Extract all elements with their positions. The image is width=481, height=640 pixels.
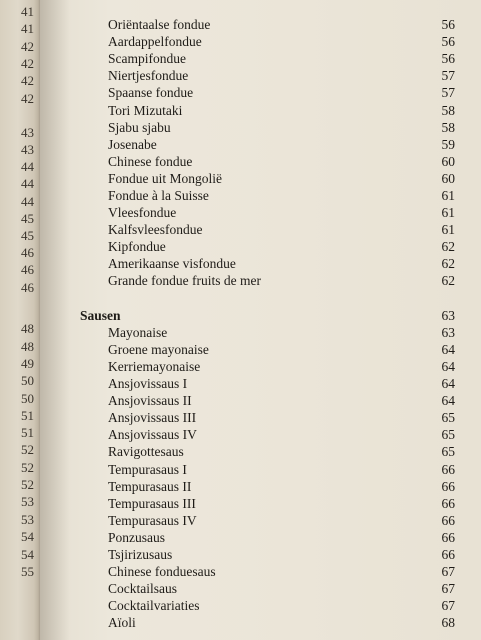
entry-page-number: 61 xyxy=(441,188,455,203)
entry-page-number: 64 xyxy=(441,359,455,374)
entry-title: Mayonaise xyxy=(108,325,168,340)
left-page-number: 43 xyxy=(21,125,34,140)
toc-entry xyxy=(0,102,481,119)
entry-page-number: 62 xyxy=(441,273,455,288)
toc-entry xyxy=(0,443,481,460)
entry-page-number: 61 xyxy=(441,222,455,237)
left-page-number: 54 xyxy=(21,547,34,562)
toc-entry xyxy=(0,324,481,341)
entry-title: Tempurasaus I xyxy=(108,462,187,477)
toc-entry xyxy=(0,221,481,238)
entry-page-number: 68 xyxy=(441,615,455,630)
entry-page-number: 65 xyxy=(441,444,455,459)
entry-title: Vleesfondue xyxy=(108,205,177,220)
entry-title: Oriëntaalse fondue xyxy=(108,17,211,32)
entry-title: Fondue uit Mongolië xyxy=(108,171,222,186)
left-page-number: 51 xyxy=(21,408,34,423)
entry-page-number: 64 xyxy=(441,342,455,357)
entry-title: Tsjirizusaus xyxy=(108,547,173,562)
left-page-number: 41 xyxy=(21,21,34,36)
toc-entry xyxy=(0,136,481,153)
entry-page-number: 64 xyxy=(441,376,455,391)
entry-page-number: 57 xyxy=(441,85,455,100)
entry-title: Ansjovissaus II xyxy=(108,393,192,408)
entry-title: Josenabe xyxy=(108,137,157,152)
toc-entry xyxy=(0,67,481,84)
entry-title: Tempurasaus IV xyxy=(108,513,197,528)
left-page-number: 43 xyxy=(21,142,34,157)
toc-entry xyxy=(0,170,481,187)
left-page-number: 42 xyxy=(21,56,34,71)
entry-page-number: 66 xyxy=(441,547,455,562)
left-page-number: 48 xyxy=(21,321,34,336)
section-page-number: 63 xyxy=(441,308,455,323)
entry-page-number: 65 xyxy=(441,427,455,442)
entry-title: Spaanse fondue xyxy=(108,85,194,100)
entry-title: Grande fondue fruits de mer xyxy=(108,273,261,288)
left-page-number: 46 xyxy=(21,280,34,295)
toc-entry xyxy=(0,461,481,478)
toc-entry xyxy=(0,392,481,409)
left-page-number: 52 xyxy=(21,442,34,457)
toc-entry xyxy=(0,426,481,443)
toc-entry xyxy=(0,597,481,614)
section-title: Sausen xyxy=(80,308,121,323)
left-page-number: 52 xyxy=(21,460,34,475)
toc-entry xyxy=(0,204,481,221)
entry-page-number: 63 xyxy=(441,325,455,340)
left-page-number: 42 xyxy=(21,73,34,88)
toc-entry xyxy=(0,187,481,204)
entry-title: Ansjovissaus III xyxy=(108,410,197,425)
entry-page-number: 66 xyxy=(441,496,455,511)
toc-entry xyxy=(0,33,481,50)
entry-title: Amerikaanse visfondue xyxy=(108,256,236,271)
toc-entry xyxy=(0,546,481,563)
entry-title: Ponzusaus xyxy=(108,530,165,545)
left-page-number: 44 xyxy=(21,176,34,191)
toc-section-heading xyxy=(0,307,481,324)
entry-title: Scampifondue xyxy=(108,51,186,66)
entry-title: Groene mayonaise xyxy=(108,342,209,357)
left-page-number: 51 xyxy=(21,425,34,440)
entry-page-number: 56 xyxy=(441,34,455,49)
entry-page-number: 66 xyxy=(441,479,455,494)
toc-entry xyxy=(0,119,481,136)
entry-title: Ansjovissaus I xyxy=(108,376,188,391)
entry-title: Aardappelfondue xyxy=(108,34,202,49)
left-page-number: 46 xyxy=(21,245,34,260)
entry-title: Sjabu sjabu xyxy=(108,120,171,135)
left-page-number: 42 xyxy=(21,39,34,54)
entry-title: Chinese fondue xyxy=(108,154,193,169)
entry-title: Cocktailsaus xyxy=(108,581,177,596)
left-page-number: 55 xyxy=(21,564,34,579)
toc-entry xyxy=(0,563,481,580)
toc-entry xyxy=(0,153,481,170)
entry-page-number: 66 xyxy=(441,513,455,528)
entry-page-number: 67 xyxy=(441,564,455,579)
entry-page-number: 66 xyxy=(441,462,455,477)
entry-title: Fondue à la Suisse xyxy=(108,188,209,203)
entry-page-number: 60 xyxy=(441,171,455,186)
entry-page-number: 67 xyxy=(441,581,455,596)
toc-entry xyxy=(0,272,481,289)
left-page-number: 50 xyxy=(21,373,34,388)
left-page-number: 52 xyxy=(21,477,34,492)
toc-entry xyxy=(0,529,481,546)
left-page-number: 42 xyxy=(21,91,34,106)
toc-entry xyxy=(0,614,481,631)
entry-title: Ansjovissaus IV xyxy=(108,427,197,442)
toc-entry xyxy=(0,478,481,495)
left-page-number: 49 xyxy=(21,356,34,371)
toc-entry xyxy=(0,409,481,426)
entry-page-number: 58 xyxy=(441,103,455,118)
entry-title: Aïoli xyxy=(108,615,136,630)
entry-page-number: 59 xyxy=(441,137,455,152)
entry-title: Kerriemayonaise xyxy=(108,359,201,374)
entry-title: Kipfondue xyxy=(108,239,166,254)
left-page-number: 53 xyxy=(21,494,34,509)
toc-entry xyxy=(0,512,481,529)
entry-page-number: 67 xyxy=(441,598,455,613)
left-page-number: 41 xyxy=(21,4,34,19)
entry-page-number: 56 xyxy=(441,17,455,32)
entry-page-number: 62 xyxy=(441,239,455,254)
entry-page-number: 56 xyxy=(441,51,455,66)
entry-page-number: 60 xyxy=(441,154,455,169)
left-page-number: 46 xyxy=(21,262,34,277)
toc-entry xyxy=(0,16,481,33)
entry-page-number: 61 xyxy=(441,205,455,220)
toc-entry xyxy=(0,358,481,375)
left-page-number: 50 xyxy=(21,391,34,406)
entry-page-number: 62 xyxy=(441,256,455,271)
entry-page-number: 58 xyxy=(441,120,455,135)
entry-title: Tempurasaus II xyxy=(108,479,192,494)
toc-entry xyxy=(0,375,481,392)
entry-title: Tori Mizutaki xyxy=(108,103,183,118)
toc-entry xyxy=(0,255,481,272)
entry-title: Tempurasaus III xyxy=(108,496,196,511)
toc-entry xyxy=(0,238,481,255)
entry-page-number: 66 xyxy=(441,530,455,545)
left-page-number: 44 xyxy=(21,159,34,174)
left-page-number: 45 xyxy=(21,228,34,243)
toc-entry xyxy=(0,495,481,512)
entry-title: Kalfsvleesfondue xyxy=(108,222,203,237)
toc-entry xyxy=(0,50,481,67)
left-page-number: 54 xyxy=(21,529,34,544)
toc-entry xyxy=(0,341,481,358)
entry-title: Cocktailvariaties xyxy=(108,598,200,613)
toc-entry xyxy=(0,580,481,597)
toc-entry xyxy=(0,84,481,101)
entry-title: Niertjesfondue xyxy=(108,68,189,83)
left-page-number: 48 xyxy=(21,339,34,354)
left-page-number: 53 xyxy=(21,512,34,527)
left-page-number: 44 xyxy=(21,194,34,209)
left-page-number: 45 xyxy=(21,211,34,226)
entry-page-number: 65 xyxy=(441,410,455,425)
entry-title: Chinese fonduesaus xyxy=(108,564,216,579)
entry-page-number: 64 xyxy=(441,393,455,408)
entry-page-number: 57 xyxy=(441,68,455,83)
entry-title: Ravigottesaus xyxy=(108,444,184,459)
